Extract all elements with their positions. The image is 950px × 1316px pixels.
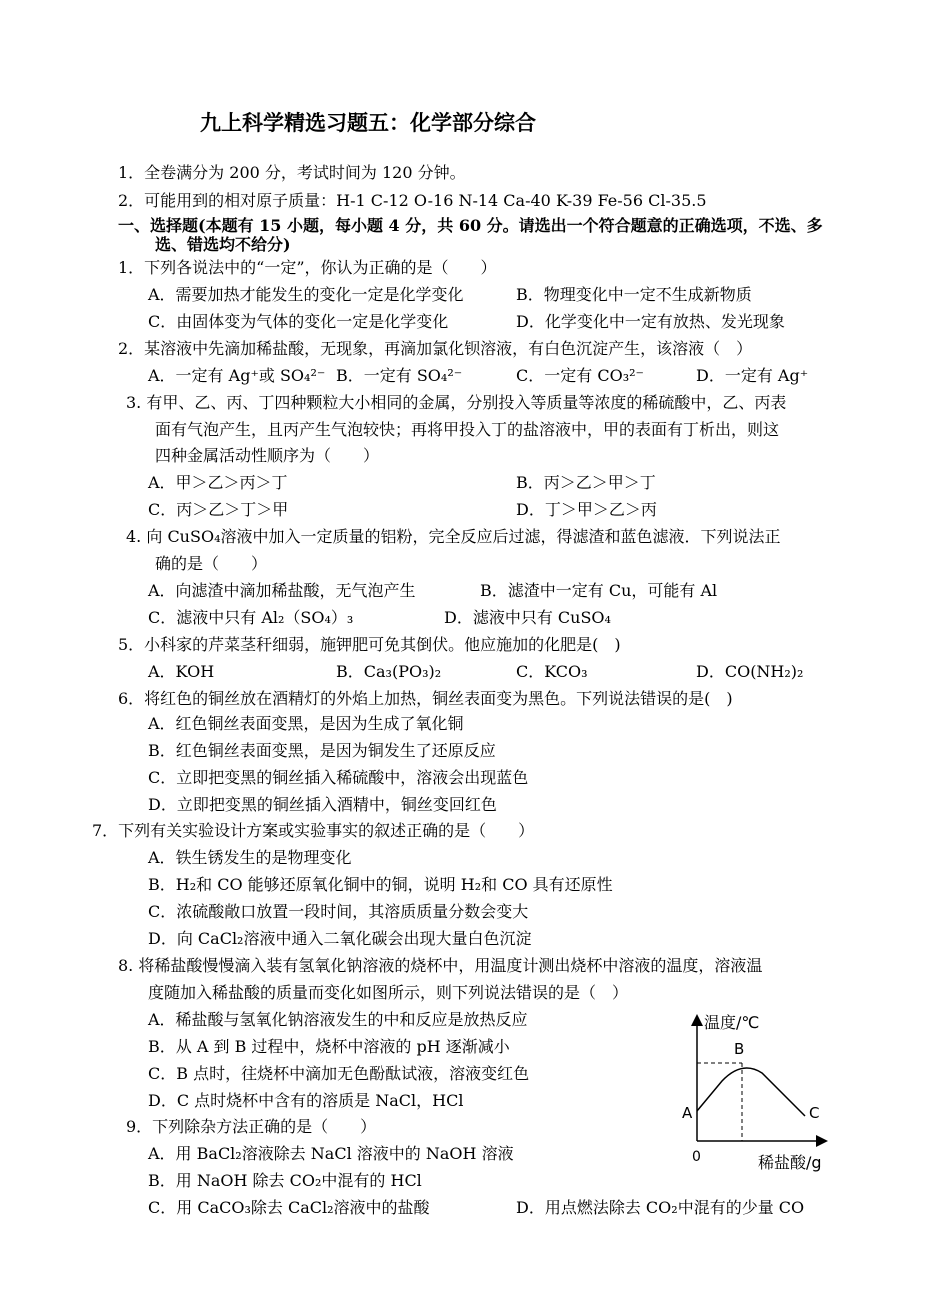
question-stem: 4. 向 CuSO₄溶液中加入一定质量的铝粉，完全反应后过滤，得滤渣和蓝色滤液．下列说法正 xyxy=(126,527,781,546)
section-heading-cont: 选、错选均不给分) xyxy=(155,235,291,254)
question-stem-cont: 面有气泡产生，且丙产生气泡较快；再将甲投入丁的盐溶液中，甲的表面有丁析出，则这 xyxy=(155,420,780,439)
question-stem-cont: 四种金属活动性顺序为（ ） xyxy=(155,446,380,465)
point-a-label: A xyxy=(682,1104,693,1122)
option: D．一定有 Ag⁺ xyxy=(696,366,809,385)
option: C．一定有 CO₃²⁻ xyxy=(516,366,644,385)
option: D．化学变化中一定有放热、发光现象 xyxy=(516,312,785,331)
question-stem: 6．将红色的铜丝放在酒精灯的外焰上加热，铜丝表面变为黑色。下列说法错误的是( ) xyxy=(118,689,733,708)
question-stem: 7．下列有关实验设计方案或实验事实的叙述正确的是（ ） xyxy=(92,821,535,840)
option: A．红色铜丝表面变黑，是因为生成了氧化铜 xyxy=(148,714,464,733)
option: B．H₂和 CO 能够还原氧化铜中的铜，说明 H₂和 CO 具有还原性 xyxy=(148,875,613,894)
question-stem: 1．下列各说法中的“一定”，你认为正确的是（ ） xyxy=(118,258,497,277)
note-1: 1．全卷满分为 200 分，考试时间为 120 分钟。 xyxy=(118,163,466,182)
option: A．需要加热才能发生的变化一定是化学变化 xyxy=(148,285,464,304)
question-stem-cont: 确的是（ ） xyxy=(155,554,268,573)
option: B．物理变化中一定不生成新物质 xyxy=(516,285,752,304)
question-stem: 9．下列除杂方法正确的是（ ） xyxy=(126,1117,377,1136)
option: A．甲＞乙＞丙＞丁 xyxy=(148,473,288,492)
temperature-curve xyxy=(697,1068,805,1116)
option: A．铁生锈发生的是物理变化 xyxy=(148,848,352,867)
option: C．B 点时，往烧杯中滴加无色酚酞试液，溶液变红色 xyxy=(148,1064,530,1083)
option: D．用点燃法除去 CO₂中混有的少量 CO xyxy=(516,1198,805,1217)
option: C．浓硫酸敞口放置一段时间，其溶质质量分数会变大 xyxy=(148,902,529,921)
option: B．Ca₃(PO₃)₂ xyxy=(336,662,442,681)
question-stem-cont: 度随加入稀盐酸的质量而变化如图所示，则下列说法错误的是（ ） xyxy=(148,983,629,1002)
question-stem: 3. 有甲、乙、丙、丁四种颗粒大小相同的金属，分别投入等质量等浓度的稀硫酸中，乙、丙表 xyxy=(126,393,787,412)
option: D．立即把变黑的铜丝插入酒精中，铜丝变回红色 xyxy=(148,795,497,814)
y-axis-label: 温度/℃ xyxy=(704,1013,760,1032)
option: C．滤液中只有 Al₂（SO₄）₃ xyxy=(148,608,354,627)
option: D．C 点时烧杯中含有的溶质是 NaCl，HCl xyxy=(148,1091,464,1110)
option: C．由固体变为气体的变化一定是化学变化 xyxy=(148,312,449,331)
point-c-label: C xyxy=(809,1104,820,1122)
option: A．KOH xyxy=(148,662,215,681)
x-axis-label: 稀盐酸/g xyxy=(758,1153,822,1172)
temperature-graph xyxy=(672,1008,852,1178)
option: D．滤液中只有 CuSO₄ xyxy=(444,608,611,627)
option: B．从 A 到 B 过程中，烧杯中溶液的 pH 逐渐减小 xyxy=(148,1037,510,1056)
option: D．丁＞甲＞乙＞丙 xyxy=(516,500,657,519)
option: C．立即把变黑的铜丝插入稀硫酸中，溶液会出现蓝色 xyxy=(148,768,529,787)
question-stem: 2．某溶液中先滴加稀盐酸，无现象，再滴加氯化钡溶液，有白色沉淀产生，该溶液（ ） xyxy=(118,339,753,358)
option: B．用 NaOH 除去 CO₂中混有的 HCl xyxy=(148,1171,422,1190)
point-b-label: B xyxy=(734,1040,745,1058)
option: B．丙＞乙＞甲＞丁 xyxy=(516,473,656,492)
option: D．向 CaCl₂溶液中通入二氧化碳会出现大量白色沉淀 xyxy=(148,929,532,948)
option: C．丙＞乙＞丁＞甲 xyxy=(148,500,289,519)
option: C．KCO₃ xyxy=(516,662,588,681)
question-stem: 8. 将稀盐酸慢慢滴入装有氢氧化钠溶液的烧杯中，用温度计测出烧杯中溶液的温度，溶液温 xyxy=(118,956,763,975)
option: B．一定有 SO₄²⁻ xyxy=(336,366,463,385)
page-title: 九上科学精选习题五：化学部分综合 xyxy=(200,111,536,135)
option: B．红色铜丝表面变黑，是因为铜发生了还原反应 xyxy=(148,741,496,760)
option: D．CO(NH₂)₂ xyxy=(696,662,804,681)
section-heading: 一、选择题(本题有 15 小题，每小题 4 分，共 60 分。请选出一个符合题意的正确选项，不选、多 xyxy=(118,216,823,235)
option: A．一定有 Ag⁺或 SO₄²⁻ xyxy=(148,366,326,385)
option: A．用 BaCl₂溶液除去 NaCl 溶液中的 NaOH 溶液 xyxy=(148,1144,514,1163)
option: C．用 CaCO₃除去 CaCl₂溶液中的盐酸 xyxy=(148,1198,430,1217)
origin-label: 0 xyxy=(692,1149,701,1165)
option: B．滤渣中一定有 Cu，可能有 Al xyxy=(480,581,718,600)
option: A．向滤渣中滴加稀盐酸，无气泡产生 xyxy=(148,581,416,600)
option: A．稀盐酸与氢氧化钠溶液发生的中和反应是放热反应 xyxy=(148,1010,528,1029)
question-stem: 5．小科家的芹菜茎秆细弱，施钾肥可免其倒伏。他应施加的化肥是( ) xyxy=(118,635,621,654)
note-2: 2．可能用到的相对原子质量：H-1 C-12 O-16 N-14 Ca-40 K-39 Fe-56 Cl-35.5 xyxy=(118,191,707,210)
